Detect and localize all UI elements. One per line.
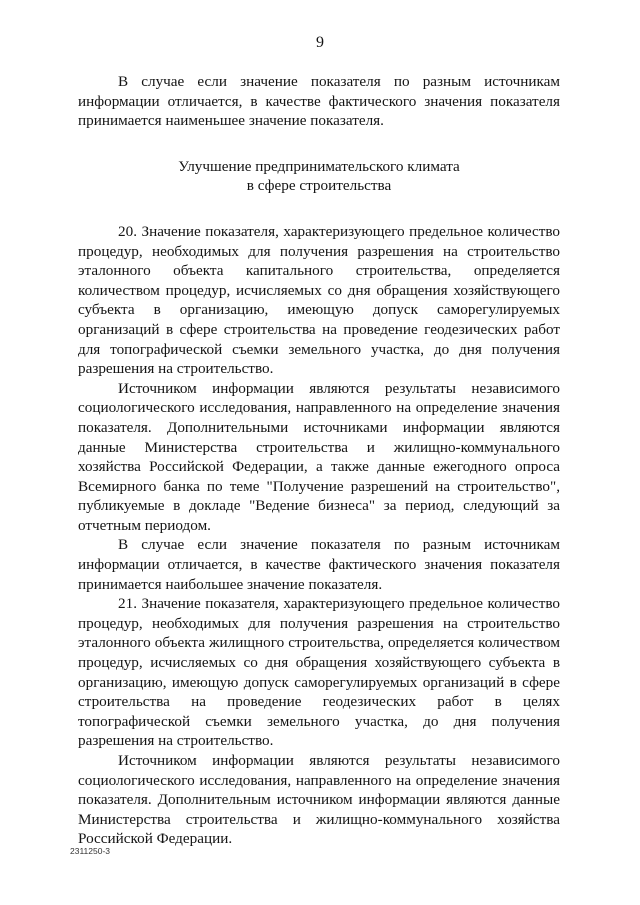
intro-paragraph: В случае если значение показателя по разным источникам информации отличается, в качестве фактического значения показателя принимается наименьшее значение показателя. (78, 73, 560, 130)
section-heading-line-2: в сфере строительства (246, 177, 392, 195)
document-body (78, 72, 560, 849)
paragraph-20-sources: Источником информации являются результаты независимого социологического исследования, направленного на определение значения показателя. Дополнительными источниками информации являются данные Министерства строительства и жилищно-коммунального хозяйства Российской Федерации, а также данные ежегодного опроса Всемирного банка по теме "Получение разрешений на строительство", публикуемые в докладе "Ведение бизнеса" за период, следующий за отчетным периодом. (78, 379, 560, 534)
paragraph-20-discrepancy: В случае если значение показателя по разным источникам информации отличается, в качестве фактического значения показателя принимается наибольшее значение показателя. (78, 536, 560, 593)
document-code: 2311250-3 (70, 846, 111, 856)
paragraph-20: 20. Значение показателя, характеризующего предельное количество процедур, необходимых для получения разрешения на строительство эталонного объекта капитального строительства, определяется количеством процедур, исчисляемых со дня обращения хозяйствующего субъекта в организацию, имеющую допуск саморегулируемых организаций в сфере строительства на проведение геодезических работ для топографической съемки земельного участка, до дня получения разрешения на строительство. (78, 222, 560, 378)
section-heading-line-1: Улучшение предпринимательского климата (178, 157, 460, 175)
paragraph-21: 21. Значение показателя, характеризующего предельное количество процедур, необходимых для получения разрешения на строительство эталонного объекта жилищного строительства, определяется количеством процедур, исчисляемых со дня обращения хозяйствующего субъекта в организацию, имеющую допуск саморегулируемых организаций в сфере строительства на проведение геодезических работ в целях топографической съемки земельного участка, до дня получения разрешения на строительство. (78, 595, 560, 750)
page-number: 9 (316, 34, 324, 51)
paragraph-21-sources: Источником информации являются результаты независимого социологического исследования, направленного на определение значения показателя. Дополнительным источником информации являются данные Министерства строительства и жилищно-коммунального хозяйства Российской Федерации. (78, 752, 560, 848)
section-heading (78, 157, 560, 196)
